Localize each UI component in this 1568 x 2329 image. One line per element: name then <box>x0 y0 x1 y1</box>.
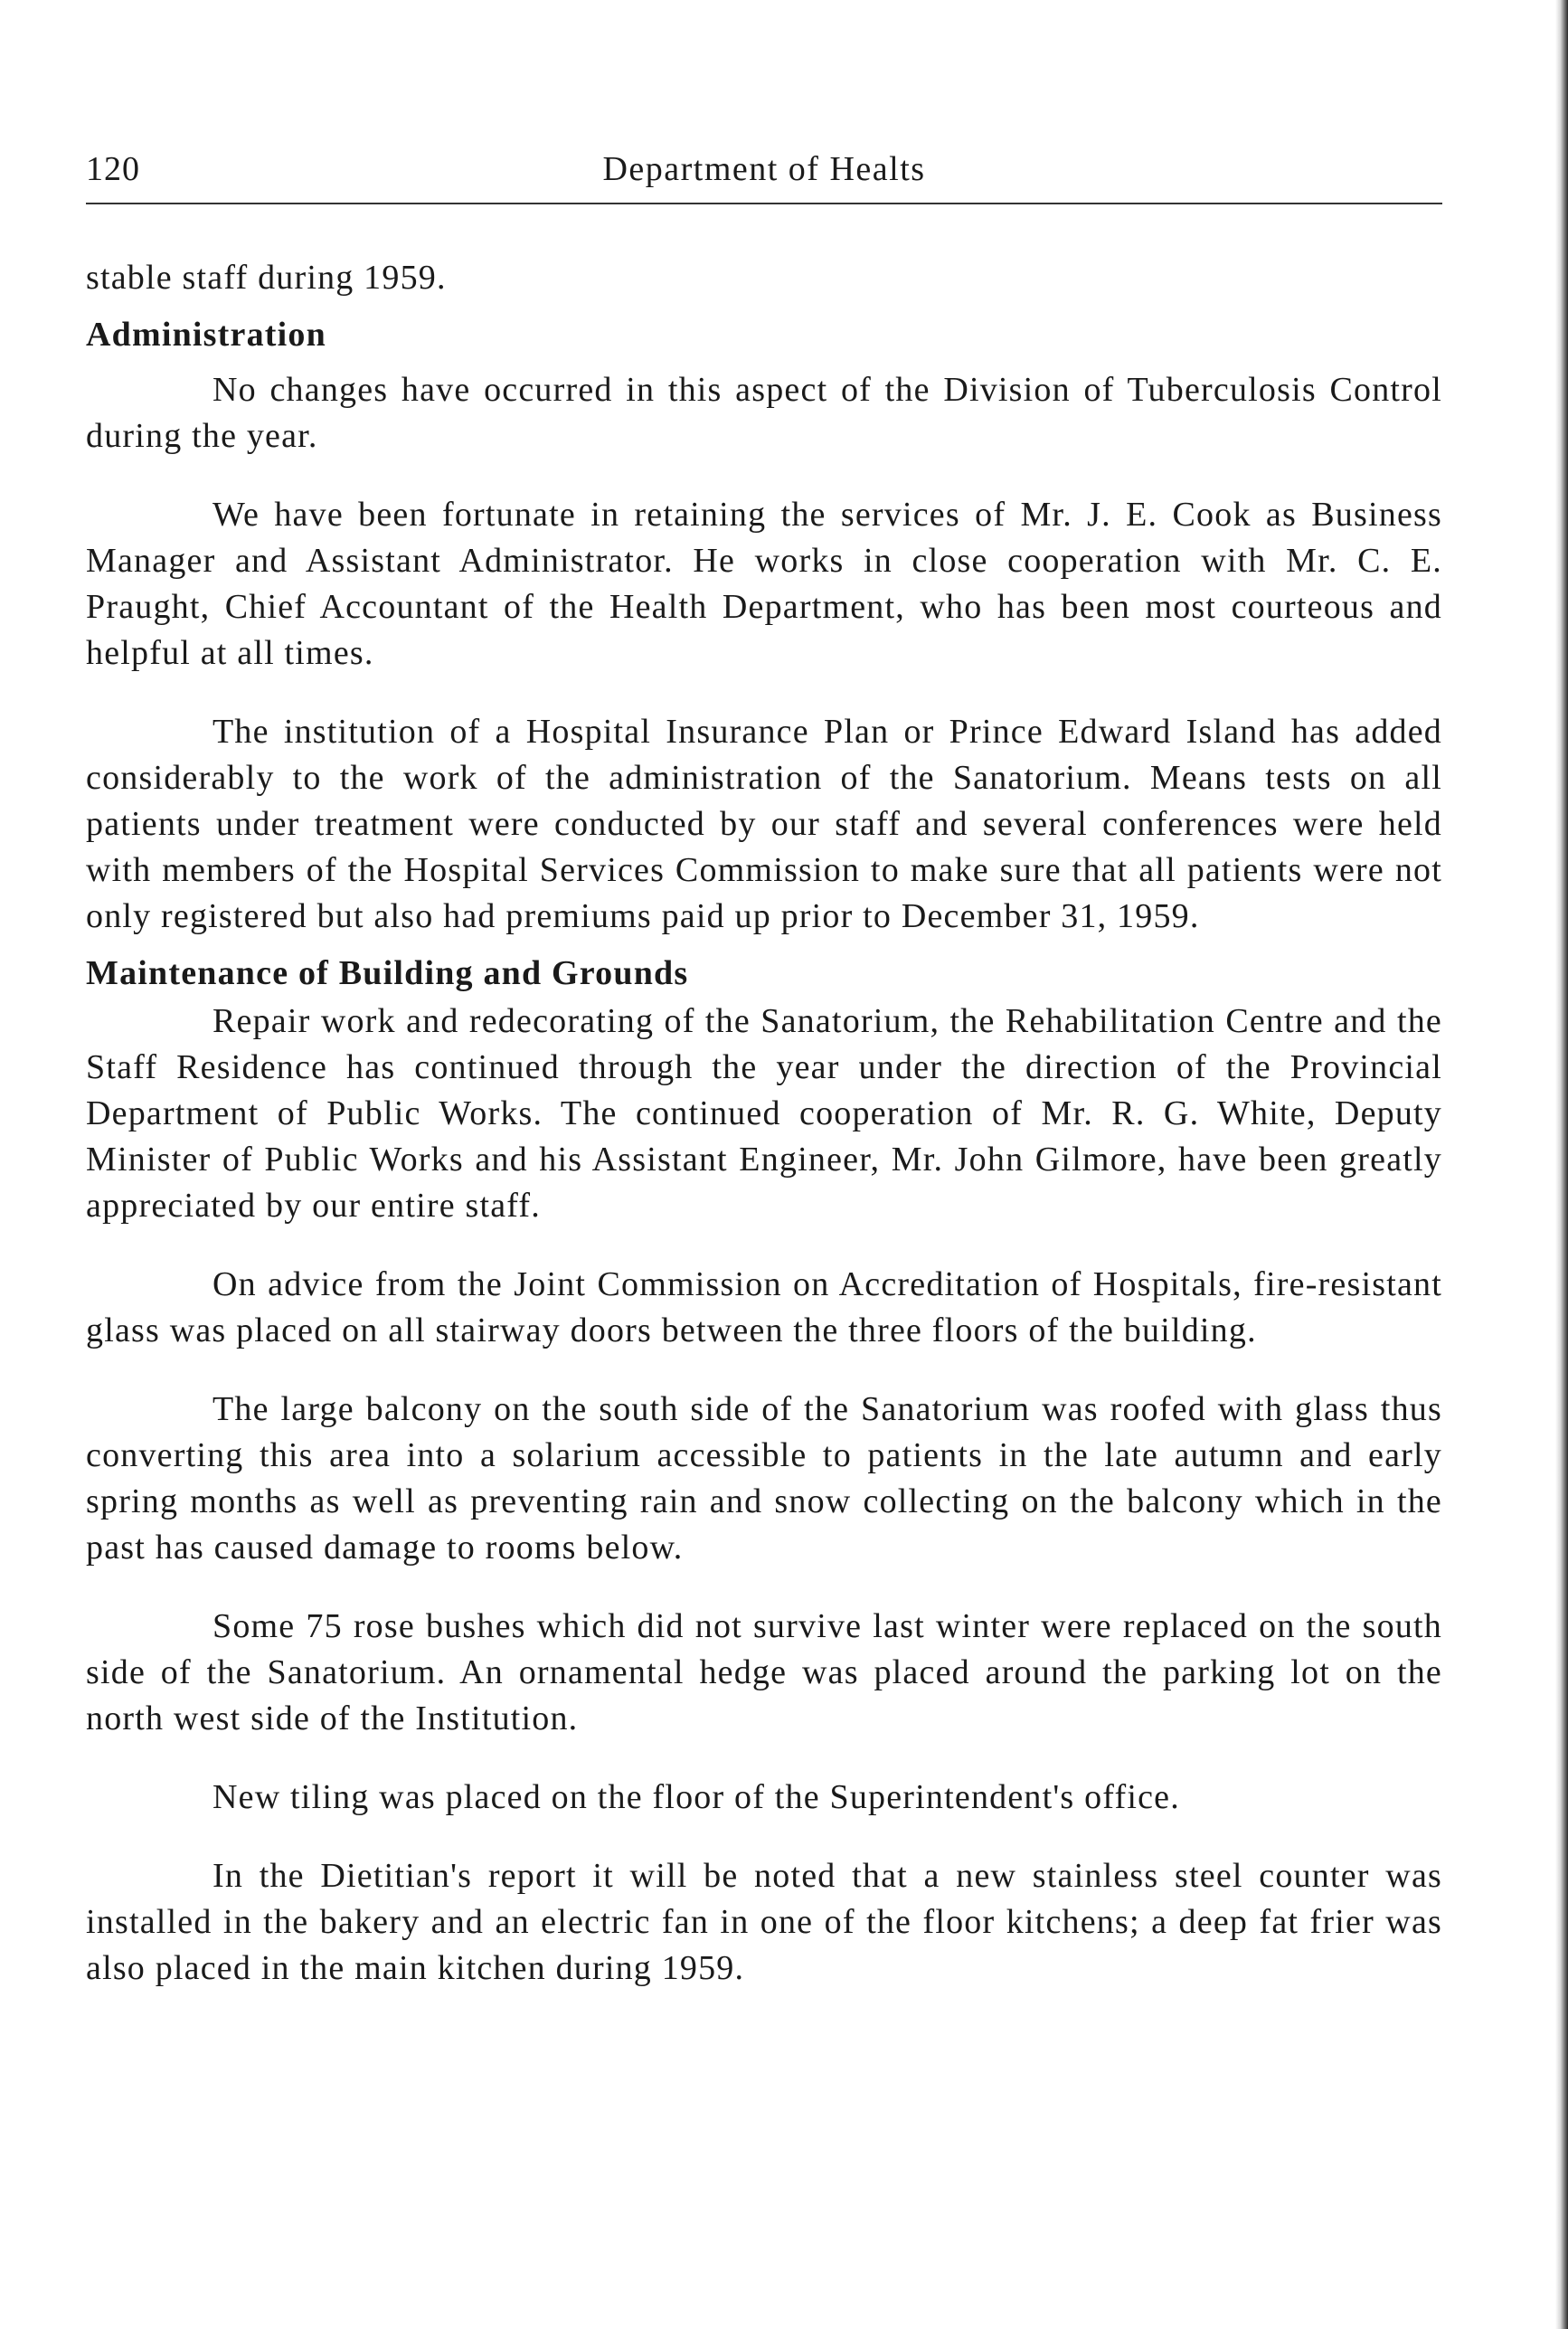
lead-line: stable staff during 1959. <box>86 259 447 297</box>
paragraph: No changes have occurred in this aspect of the Division of Tuberculosis Control during the year. <box>86 371 1442 455</box>
running-header <box>86 149 1442 194</box>
section-heading-administration: Administration <box>86 316 326 354</box>
running-title: Department of Healts <box>602 150 926 188</box>
paragraph: Some 75 rose bushes which did not survive last winter were replaced on the south side of the Sanatorium. An ornamental hedge was placed around the parking lot on the north west side of the Institution. <box>86 1607 1442 1737</box>
page-number: 120 <box>86 150 140 188</box>
body-text <box>86 255 1442 1992</box>
paragraph: On advice from the Joint Commission on Accreditation of Hospitals, fire-resistant glass was placed on all stairway doors between the three floors of the building. <box>86 1265 1442 1349</box>
paragraph: We have been fortunate in retaining the services of Mr. J. E. Cook as Business Manager and Assistant Administrator. He works in close cooperation with Mr. C. E. Praught, Chief Accountant of the Health Department, who has been most courteous and helpful at all times. <box>86 496 1442 672</box>
paragraph: The institution of a Hospital Insurance Plan or Prince Edward Island has added considerably to the work of the administration of the Sanatorium. Means tests on all patients under treatment were conducted by our staff and several conferences were held with members of the Hospital Services Commission to make sure that all patients were not only registered but also had premiums paid up prior to December 31, 1959. <box>86 713 1442 935</box>
section-heading-maintenance: Maintenance of Building and Grounds <box>86 954 689 992</box>
paragraph: The large balcony on the south side of the Sanatorium was roofed with glass thus converting this area into a solarium accessible to patients in the late autumn and early spring months as well as preventing rain and snow collecting on the balcony which in the past has caused damage to rooms below. <box>86 1390 1442 1567</box>
page-edge-shadow <box>1555 0 1568 2329</box>
paragraph: In the Dietitian's report it will be noted that a new stainless steel counter was installed in the bakery and an electric fan in one of the floor kitchens; a deep fat frier was also placed in the main kitchen during 1959. <box>86 1857 1442 1987</box>
paragraph: New tiling was placed on the floor of the Superintendent's office. <box>213 1778 1180 1816</box>
header-rule <box>86 203 1442 204</box>
paragraph: Repair work and redecorating of the Sanatorium, the Rehabilitation Centre and the Staff Residence has continued through the year under the direction of the Provincial Department of Public Works. The continued cooperation of Mr. R. G. White, Deputy Minister of Public Works and his Assistant Engineer, Mr. John Gilmore, have been greatly appreciated by our entire staff. <box>86 1002 1442 1225</box>
